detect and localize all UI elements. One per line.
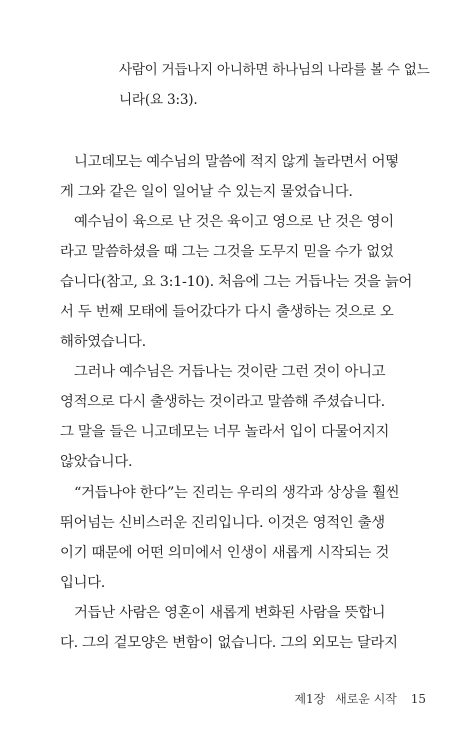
chapter-label: 제1장 [294, 692, 326, 706]
body-line: 뛰어넘는 신비스러운 진리입니다. 이것은 영적인 출생 [60, 515, 385, 531]
body-line: 서 두 번째 모태에 들어갔다가 다시 출생하는 것으로 오 [60, 304, 394, 320]
page-number: 15 [410, 692, 426, 706]
quote-line: 니라(요 3:3). [119, 92, 198, 108]
body-line: 해하였습니다. [60, 334, 146, 350]
body-line: 라고 말씀하셨을 때 그는 그것을 도무지 믿을 수가 없었 [60, 244, 394, 260]
body-line: 그러나 예수님은 거듭나는 것이란 그런 것이 아니고 [74, 364, 386, 380]
body-line: 게 그와 같은 일이 일어날 수 있는지 물었습니다. [60, 184, 353, 200]
body-line: “거듭나야 한다”는 진리는 우리의 생각과 상상을 훨씬 [74, 485, 400, 501]
body-line: 니고데모는 예수님의 말씀에 적지 않게 놀라면서 어떻 [74, 154, 399, 170]
body-line: 이기 때문에 어떤 의미에서 인생이 새롭게 시작되는 것 [60, 545, 390, 561]
body-line: 영적으로 다시 출생하는 것이라고 말씀해 주셨습니다. [60, 394, 385, 410]
body-line: 그 말을 들은 니고데모는 너무 놀라서 입이 다물어지지 [60, 424, 390, 440]
body-line: 거듭난 사람은 영혼이 새롭게 변화된 사람을 뜻합니 [74, 605, 386, 621]
body-line: 다. 그의 겉모양은 변함이 없습니다. 그의 외모는 달라지 [60, 635, 398, 651]
body-line: 습니다(참고, 요 3:1-10). 처음에 그는 거듭나는 것을 늙어 [60, 274, 413, 290]
body-line: 예수님이 육으로 난 것은 육이고 영으로 난 것은 영이 [74, 214, 394, 230]
body-line: 않았습니다. [60, 454, 133, 470]
quote-line: 사람이 거듭나지 아니하면 하나님의 나라를 볼 수 없느 [119, 62, 430, 78]
page-footer [294, 690, 426, 707]
body-line: 입니다. [60, 575, 106, 591]
chapter-title: 새로운 시작 [335, 692, 397, 706]
